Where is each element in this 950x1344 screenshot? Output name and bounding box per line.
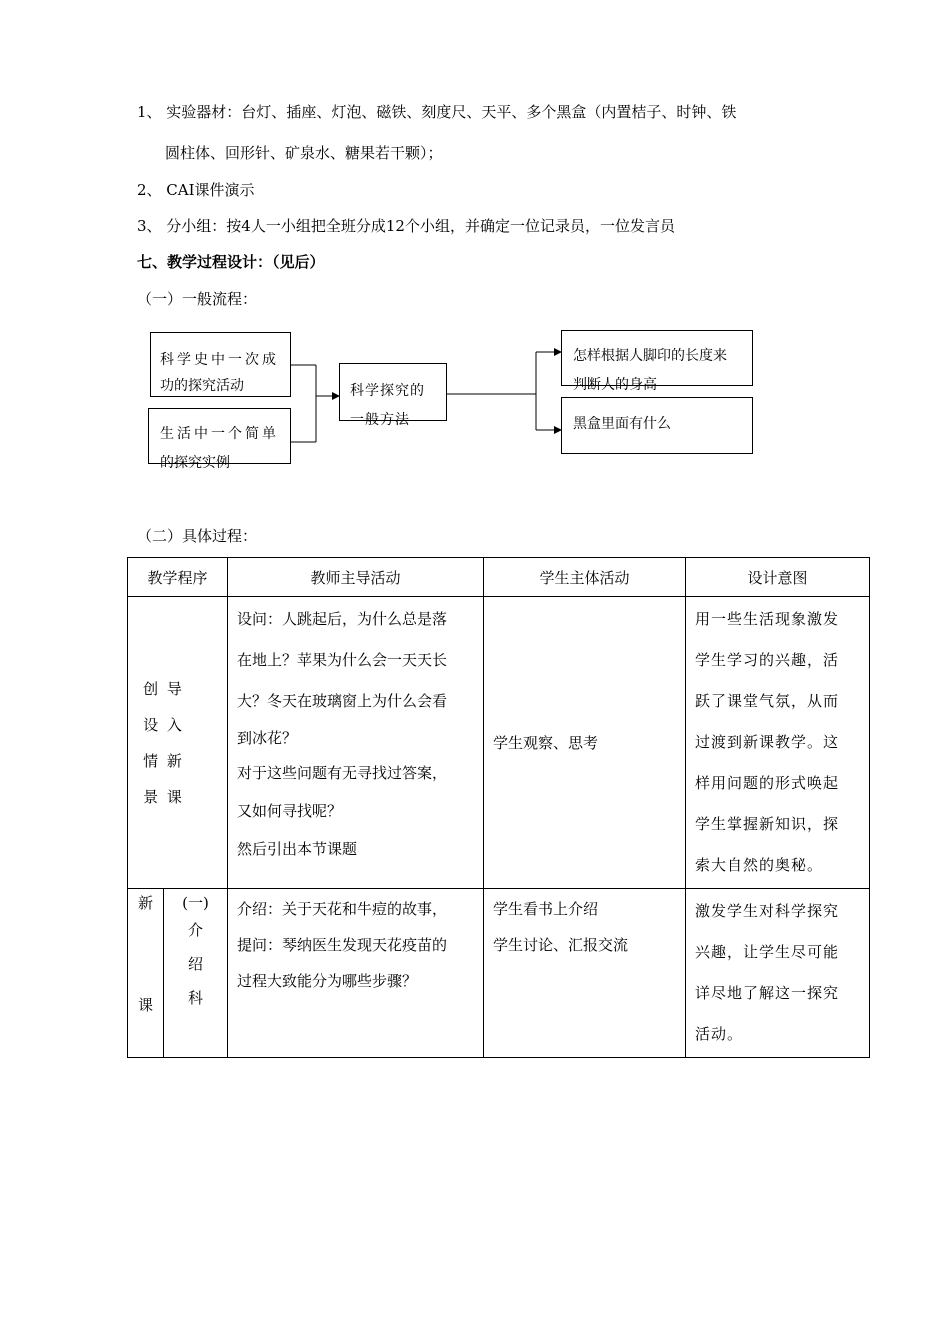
subsection-general-flow: （一）一般流程： [137, 290, 258, 308]
teacher-line: 又如何寻找呢？ [237, 802, 343, 820]
material-line-1: 1、 实验器材：台灯、插座、灯泡、磁铁、刻度尺、天平、多个黑盒（内置桔子、时钟、铁 [137, 103, 737, 121]
table-header-row [128, 558, 870, 597]
stage-sub-intro [164, 889, 228, 1058]
material-line-2: 2、 CAI课件演示 [137, 181, 255, 199]
student-text: 学生观察、思考 [493, 734, 599, 752]
header-student: 学生主体活动 [484, 558, 686, 597]
intent-line: 用一些生活现象激发 [695, 610, 840, 628]
stage-intro-line: 设 入 [143, 715, 184, 734]
teacher-line: 介绍：关于天花和牛痘的故事， [237, 900, 448, 918]
flow-connectors [0, 0, 950, 520]
teacher-line: 设问：人跳起后，为什么总是落 [237, 610, 448, 628]
teacher-line: 在地上？苹果为什么会一天天长 [237, 651, 448, 669]
stage-new-lesson-line: 课 [137, 996, 153, 1014]
intent-line: 样用问题的形式唤起 [695, 774, 840, 792]
flow-box-history-line-2: 功的探究活动 [160, 378, 244, 394]
teacher-activity-1 [228, 597, 484, 889]
teacher-line: 大？冬天在玻璃窗上为什么会看 [237, 692, 448, 710]
stage-intro-line: 情 新 [143, 751, 184, 770]
table-row [128, 889, 870, 1058]
teacher-line: 然后引出本节课题 [237, 840, 358, 858]
intent-line: 跃了课堂气氛，从而 [695, 692, 840, 710]
design-intent-1 [686, 597, 870, 889]
teacher-line: 到冰花？ [237, 729, 298, 747]
intent-line: 学生掌握新知识，探 [695, 815, 840, 833]
intent-line: 过渡到新课教学。这 [695, 733, 840, 751]
stage-sub-line: 介 [188, 921, 204, 939]
design-intent-2 [686, 889, 870, 1058]
flow-box-history-line-1: 科学史中一次成 [160, 352, 279, 368]
intent-line: 活动。 [695, 1025, 744, 1043]
material-line-3: 3、 分小组：按4人一小组把全班分成12个小组，并确定一位记录员，一位发言员 [137, 217, 675, 235]
intent-line: 兴趣，让学生尽可能 [695, 943, 840, 961]
student-activity-2 [484, 889, 686, 1058]
teacher-activity-2 [228, 889, 484, 1058]
flow-box-footprint-line-1: 怎样根据人脚印的长度来 [573, 348, 727, 364]
stage-intro [128, 597, 228, 889]
flow-box-method-line-2: 一般方法 [350, 412, 410, 428]
stage-sub-line: 科 [188, 989, 204, 1007]
teacher-line: 对于这些问题有无寻找过答案， [237, 764, 448, 782]
header-teacher: 教师主导活动 [228, 558, 484, 597]
flow-box-history [150, 332, 291, 397]
intent-line: 学生学习的兴趣，活 [695, 651, 840, 669]
teacher-line: 提问：琴纳医生发现天花疫苗的 [237, 936, 448, 954]
intent-line: 索大自然的奥秘。 [695, 856, 824, 874]
flow-box-black-box [561, 397, 753, 454]
student-line: 学生讨论、汇报交流 [493, 936, 629, 954]
flow-box-footprint-line-2: 判断人的身高 [573, 377, 657, 393]
stage-intro-line: 景 课 [143, 787, 184, 806]
header-procedure: 教学程序 [128, 558, 228, 597]
flow-box-method-line-1: 科学探究的 [350, 383, 425, 399]
flow-box-footprint [561, 330, 753, 393]
student-line: 学生看书上介绍 [493, 900, 599, 918]
stage-sub-line: 绍 [188, 955, 204, 973]
flow-box-method [339, 363, 447, 428]
teacher-line: 过程大致能分为哪些步骤？ [237, 972, 418, 990]
flow-box-black-box-line-1: 黑盒里面有什么 [573, 416, 671, 432]
stage-sub-line: (一) [182, 894, 209, 912]
flow-box-daily-life-line-2: 的探究实例 [160, 455, 230, 471]
process-table [127, 557, 870, 1058]
intent-line: 详尽地了解这一探究 [695, 984, 840, 1002]
material-line-1-cont: 圆柱体、回形针、矿泉水、糖果若干颗）； [165, 144, 443, 162]
intent-line: 激发学生对科学探究 [695, 902, 840, 920]
subsection-specific-process: （二）具体过程： [137, 527, 258, 545]
section-heading-7: 七、教学过程设计：（见后） [137, 253, 325, 271]
stage-new-lesson [128, 889, 164, 1058]
table-row [128, 597, 870, 889]
stage-intro-line: 创 导 [143, 679, 184, 698]
flow-box-daily-life [148, 408, 291, 471]
header-intent: 设计意图 [686, 558, 870, 597]
stage-new-lesson-line: 新 [137, 894, 153, 912]
student-activity-1 [484, 597, 686, 889]
flow-box-daily-life-line-1: 生活中一个简单 [160, 426, 279, 442]
